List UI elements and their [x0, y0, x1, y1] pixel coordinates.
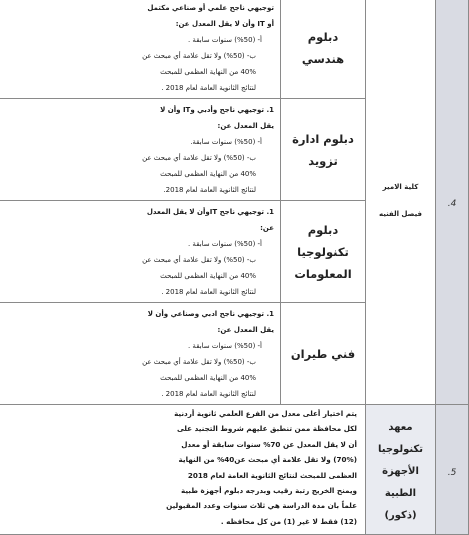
program-name-line: دبلوم	[307, 222, 339, 237]
conditions-cell	[0, 99, 281, 201]
condition-line: 1. توجيهي ناجح وأدبي وIT وأن لا	[160, 106, 274, 114]
condition-line: 1. توجيهي ناجح ادبي وصناعي وأن لا	[147, 310, 274, 318]
program-name-line: تزويد	[308, 153, 338, 168]
condition-line: أ- (50%) سنوات سابقة .	[187, 240, 262, 248]
college-cell	[366, 0, 436, 405]
conditions-cell	[0, 303, 281, 405]
college-name-line: فيصل الفنيه	[378, 209, 423, 218]
description-line: علماً بان مدة الدراسة هي ثلاث سنوات وعدد المقبولين	[166, 501, 357, 511]
condition-line: 40% من النهاية العظمى للمبحث	[160, 272, 256, 280]
condition-line: أ- (50%) سنوات سابقة .	[187, 342, 262, 350]
description-line: العظمى للمبحث لنتائج الثانوية العامة لعام 2018	[187, 470, 357, 480]
condition-line: يقل المعدل عن:	[217, 326, 274, 334]
condition-line: 40% من النهاية العظمى للمبحث	[160, 170, 256, 178]
college-name-line: تكنولوجيا	[378, 443, 423, 455]
condition-line: 40% من النهاية العظمى للمبحث	[160, 374, 256, 382]
row-number: 5.	[447, 468, 457, 478]
description-line: (12) فقط لا غير (1) من كل محافظه .	[220, 516, 357, 526]
conditions-cell	[0, 201, 281, 303]
program-cell	[281, 99, 366, 201]
condition-line: لنتائج الثانوية العامة لعام 2018 .	[161, 288, 256, 296]
table-row	[0, 0, 469, 99]
condition-line: لنتائج الثانوية العامة لعام 2018 .	[161, 84, 256, 92]
program-cell	[281, 0, 366, 99]
condition-line: ب- (50%) ولا تقل علامة أي مبحث عن	[142, 358, 256, 366]
program-cell	[281, 303, 366, 405]
conditions-cell	[0, 0, 281, 99]
description-cell	[0, 405, 366, 535]
condition-line: لنتائج الثانوية العامة لعام 2018 .	[161, 390, 256, 398]
college-name-line: الأجهزة	[382, 465, 419, 477]
description-line: ويمنح الخريج رتبة رقيب وبدرجه دبلوم أجهزة طبية	[180, 486, 357, 496]
program-name-line: دبلوم	[307, 29, 339, 44]
program-name-line: هندسي	[301, 51, 345, 66]
condition-line: عن:	[260, 224, 274, 232]
table-row	[0, 405, 469, 535]
row-number-cell	[436, 405, 469, 535]
condition-line: ب- (50%) ولا تقل علامة أي مبحث عن	[142, 154, 256, 162]
condition-line: توجيهي ناجح علمي أو صناعي مكتمل	[147, 4, 274, 12]
program-name-line: تكنولوجيا	[297, 244, 349, 259]
description-line: أن لا يقل المعدل عن 70% سنوات سابقة أو معدل	[181, 439, 357, 449]
college-name-line: (ذكور)	[384, 509, 417, 521]
program-name-line: دبلوم ادارة	[292, 131, 354, 146]
program-cell	[281, 201, 366, 303]
condition-line: يقل المعدل عن:	[217, 122, 274, 130]
condition-line: لنتائج الثانوية العامة لعام 2018.	[163, 186, 256, 194]
college-cell	[366, 405, 436, 535]
description-line: لكل محافظة ممن تنطبق عليهم شروط التجنيد على	[176, 424, 357, 434]
college-name-line: كلية الامير	[382, 182, 419, 191]
description-line: يتم اختيار أعلى معدل من الفرع العلمي ثانوية أردنية	[174, 409, 357, 418]
condition-line: ب- (50%) ولا تقل علامة أي مبحث عن	[142, 52, 256, 60]
condition-line: ب- (50%) ولا تقل علامة أي مبحث عن	[142, 256, 256, 264]
college-name-line: الطبية	[384, 487, 417, 499]
condition-line: 40% من النهاية العظمى للمبحث	[160, 68, 256, 76]
condition-line: 1. توجيهي ناجح ITوأن لا يقل المعدل	[146, 208, 274, 216]
description-line: (70%) ولا تقل علامة أي مبحث عن40% من النهاية	[178, 455, 357, 465]
college-name-line: معهد	[388, 421, 413, 433]
program-name-line: فني طيران	[290, 346, 356, 361]
program-name-line: المعلومات	[294, 266, 352, 281]
condition-line: أ- (50%) سنوات سابقة .	[187, 36, 262, 44]
condition-line: أ- (50%) سنوات سابقة.	[190, 138, 262, 146]
row-number-cell	[436, 0, 469, 405]
condition-line: أو IT وأن لا يقل المعدل عن:	[175, 20, 274, 28]
row-number: 4.	[447, 199, 457, 209]
